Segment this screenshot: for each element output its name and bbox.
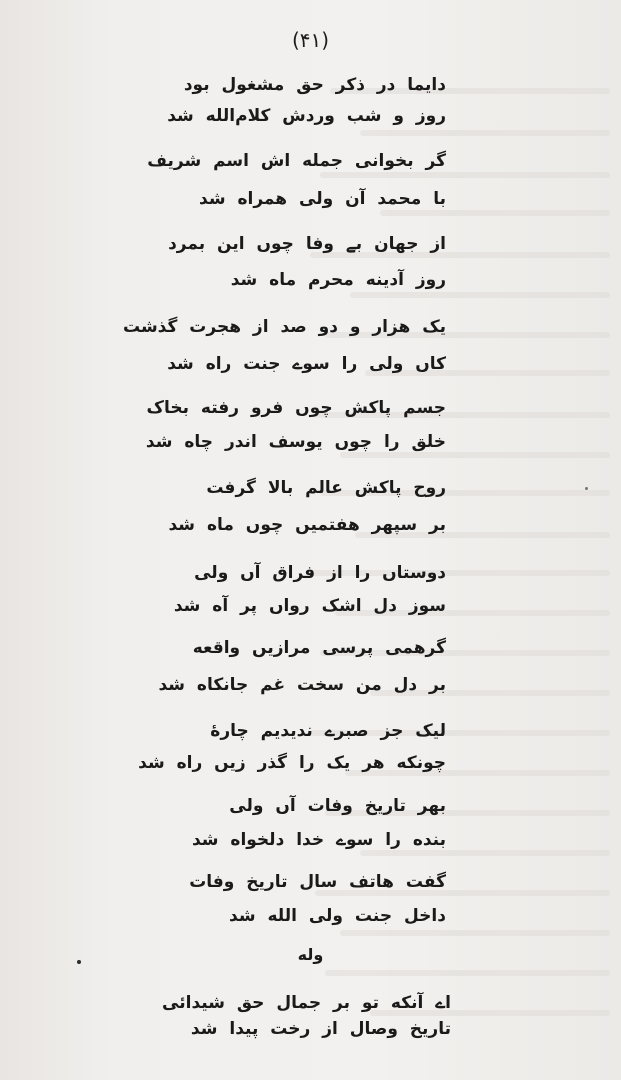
verse-line: سوز دل اشک رواں پر آه شد <box>173 596 446 616</box>
verse-line: دایما در ذکر حق مشغول بود <box>183 75 446 95</box>
verse-line: کاں ولی را سوے جنت راه شد <box>167 354 446 374</box>
verse-line: با محمد آن ولی همراه شد <box>199 189 446 209</box>
verse-line: بنده را سوے خدا دلخواه شد <box>191 830 446 850</box>
verse-line: لیک جز صبرے ندیدیم چارهٔ <box>210 721 446 741</box>
verse-line: دوستاں را از فراق آں ولی <box>194 563 446 583</box>
section-heading: وله <box>297 945 324 964</box>
verse-line: چونکه هر یک را گذر زیں راه شد <box>138 753 446 773</box>
verse-line: بهر تاریخ وفات آں ولی <box>229 796 446 816</box>
verse-line: اے آنکه تو بر جمال حق شیدائی <box>162 993 451 1013</box>
verse-line: یک هزار و دو صد از هجرت گذشت <box>122 317 446 337</box>
verse-line: داخل جنت ولی الله شد <box>229 906 446 926</box>
ink-speck <box>77 960 81 964</box>
verse-line: بر دل من سخت غم جانکاه شد <box>158 675 446 695</box>
verse-line: از جهان بے وفا چوں این بمرد <box>168 234 446 254</box>
verse-line: تاریخ وصال از رخت پیدا شد <box>190 1019 451 1039</box>
verse-line: جسم پاکش چوں فرو رفته بخاک <box>146 398 446 418</box>
verse-line: خلق را چوں یوسف اندر چاه شد <box>145 432 446 452</box>
verse-line: گرهمی پرسی مرازیں واقعه <box>192 638 446 658</box>
page-number: (۴۱) <box>291 28 330 52</box>
verse-line: روز و شب وردش کلام‌الله شد <box>167 106 446 126</box>
verse-line: روح پاکش عالم بالا گرفت <box>206 478 446 498</box>
verse-line: روز آدینه محرم ماه شد <box>230 270 446 290</box>
verse-line: گر بخوانی جمله اش اسم شریف <box>147 151 446 171</box>
ink-speck <box>585 487 588 490</box>
verse-line: بر سپهر هفتمیں چوں ماه شد <box>168 515 446 535</box>
verse-line: گفت هاتف سال تاریخ وفات <box>189 872 446 892</box>
